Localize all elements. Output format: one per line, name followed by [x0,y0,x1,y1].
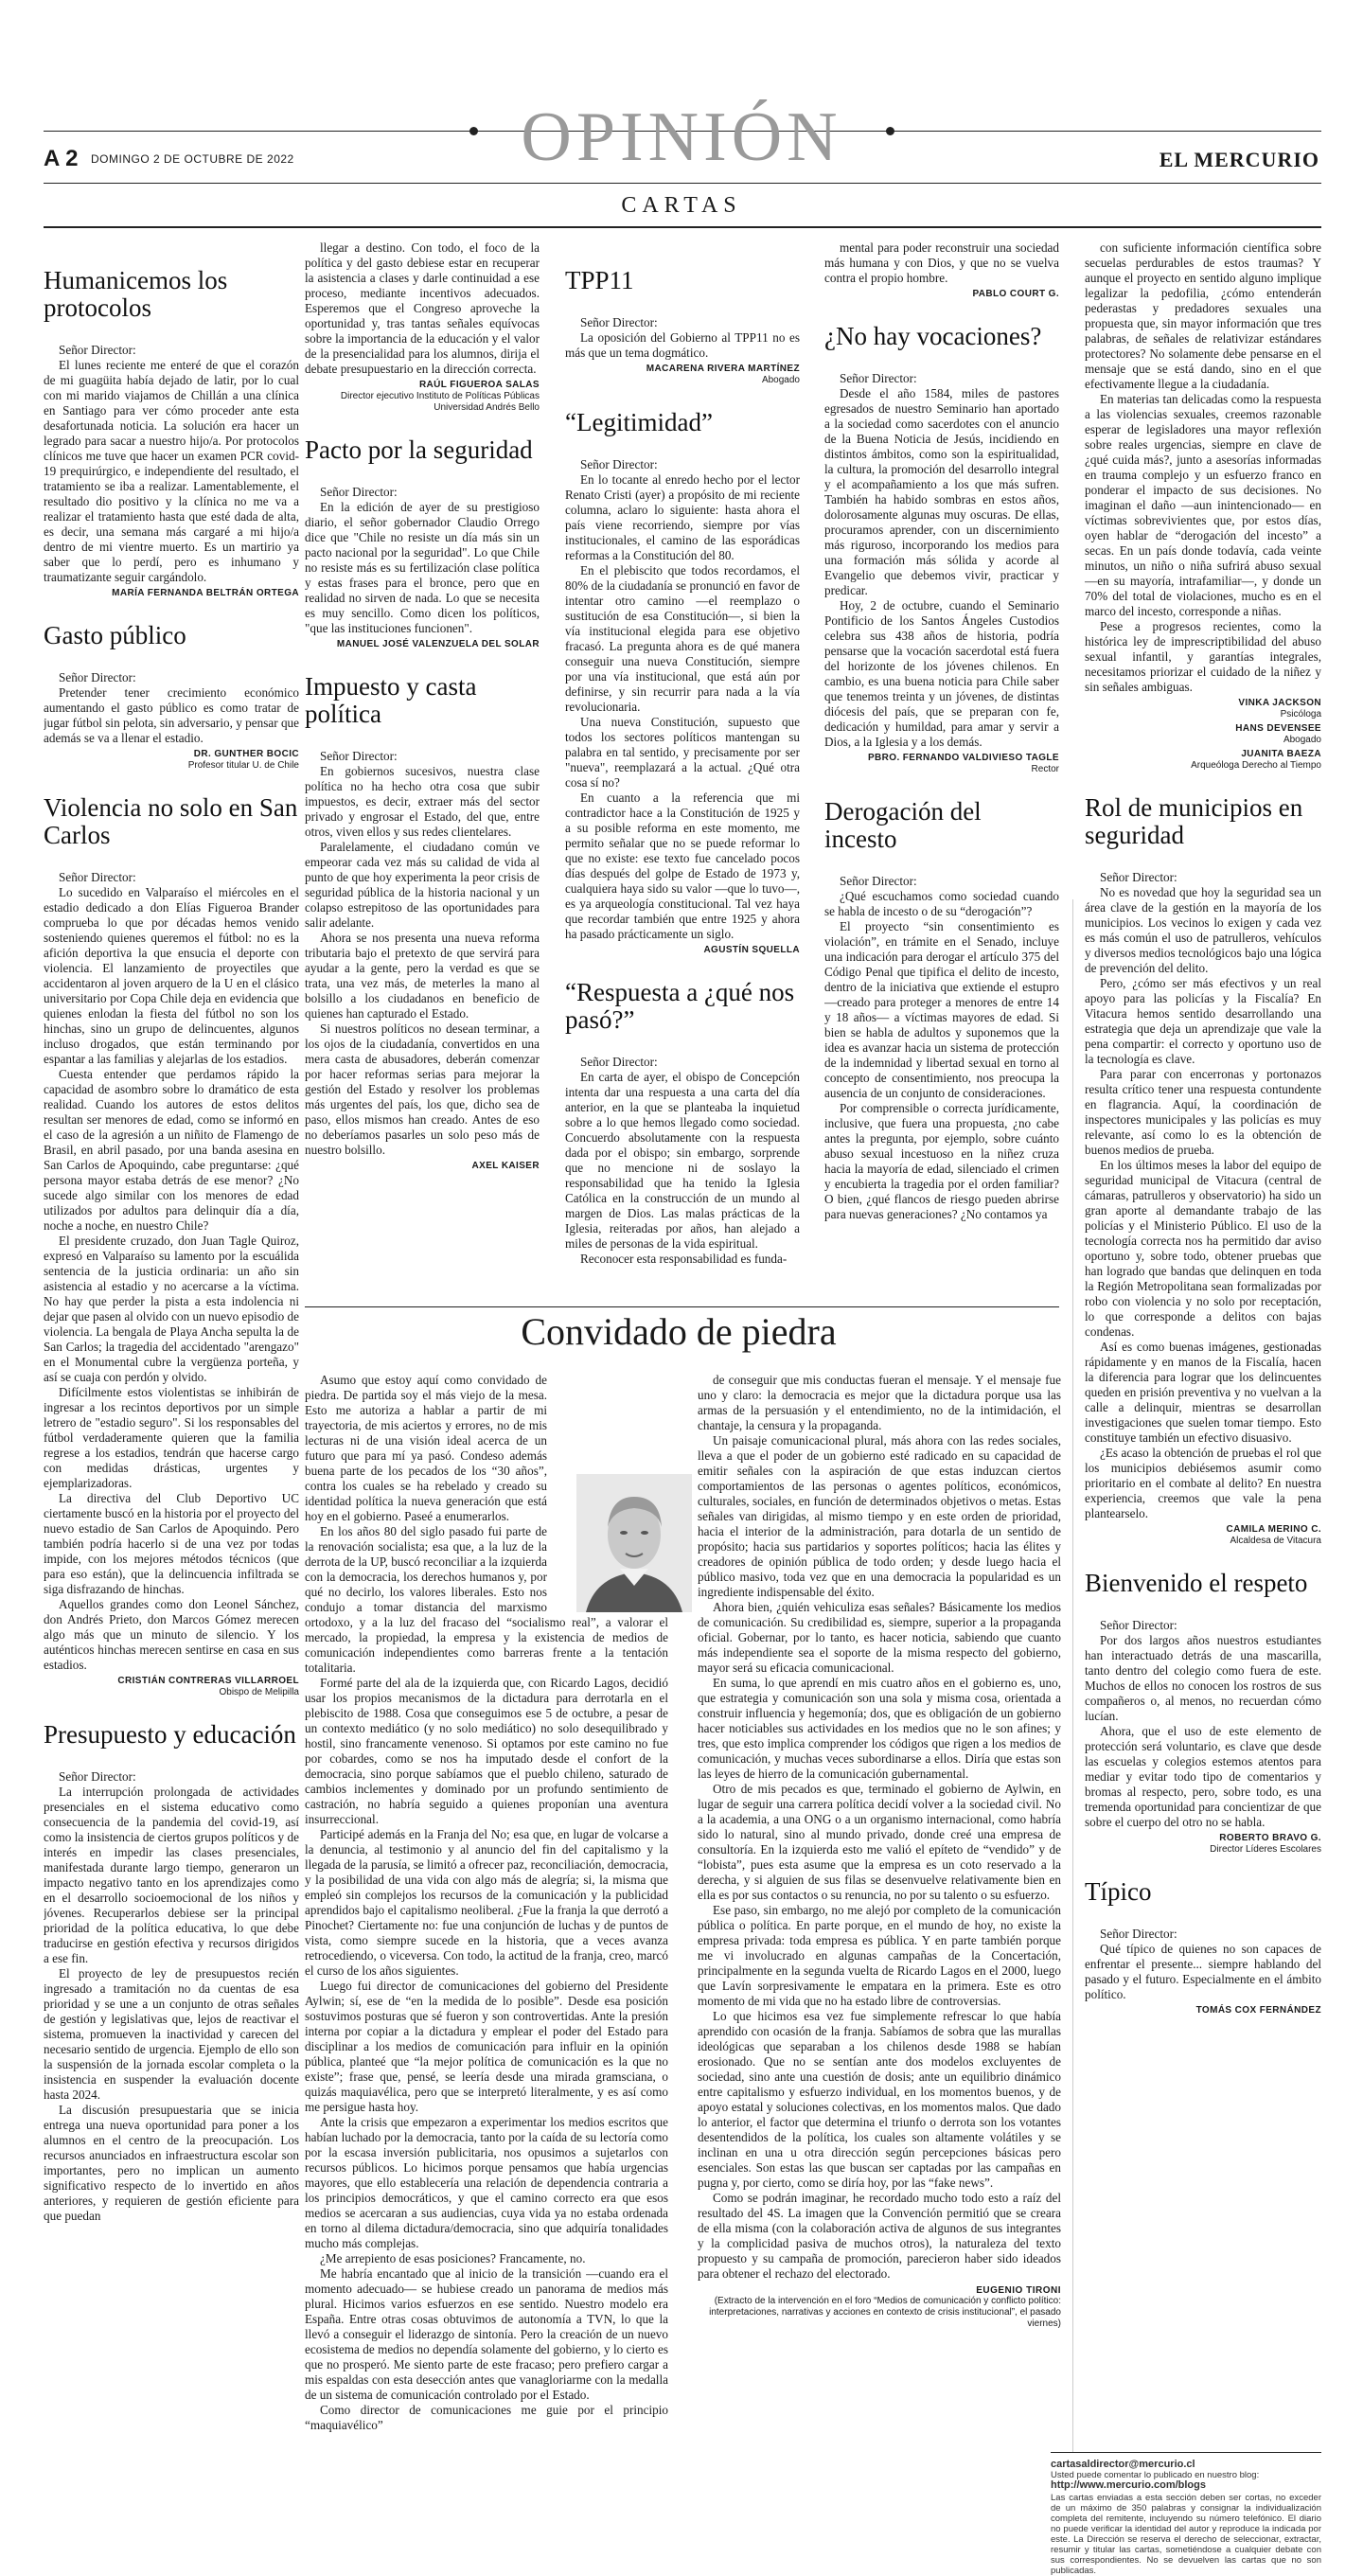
letter [565,267,800,386]
article-paragraph: Como director de comunicaciones me guie por el principio “maquiavélico” [305,2403,668,2432]
letter-paragraph: Lo sucedido en Valparaíso el miércoles en el estadio dedicado a don Elías Figueroa Brander comprueba lo que por décadas hemos venido sosteniendo quienes queremos el fútbol: no es la afición deportiva la que ensucia el deporte con violencia. El lanzamiento de proyectiles que accidentaron al joven arquero de la U en el clásico universitario por Copa Chile deja en evidencia que quienes enlodan la fiesta del fútbol no son los hinchas, sino un grupo de delincuentes, algunos incluso drogados, que están terminando por espantar a las familias y alejarlas de los estadios. [44,885,299,1066]
letter-paragraph: No es novedad que hoy la seguridad sea un área clave de la gestión en la mayoría de los municipios. Los vecinos lo exigen y cada vez es más común el uso de patrulleros, vehículos y diversos medios tecnológicos bajo una lógica de prevención del delito. [1085,885,1321,975]
letter-signature: RAÚL FIGUEROA SALAS [418,380,540,390]
letter-salutation: Señor Director: [320,749,398,763]
article-title: Convidado de piedra [521,1310,837,1353]
letter-paragraph: Para parar con encerronas y portonazos resulta crítico tener una respuesta contundente en flagrancia. Aquí, la coordinación de inspectores municipales y las policías es muy relevante, así como lo es la obtención de buenos medios de prueba. [1085,1067,1321,1157]
letter [1085,240,1321,772]
letter-signature: JUANITA BAEZA [1241,749,1321,759]
contact-email[interactable]: cartasaldirector@mercurio.cl [1051,2459,1195,2470]
article-source: (Extracto de la intervención en el foro “Medios de comunicación y conflicto político: interpretaciones, narrativas y acciones en contexto de crisis institucional”, el pasado viernes) [709,2296,1061,2329]
letter-title: Pacto por la seguridad [305,435,533,464]
letter [824,798,1059,1222]
article-paragraph: Participé además en la Franja del No; esa que, en lugar de volcarse a la denuncia, al testimonio y al anuncio del fin del capitalismo y la llegada de la parusía, se limitó a ofrecer paz, reconciliación, democracia, y la posibilidad de una vida con algo más de alegría; si, la misma que empleó sin complejos los recursos de la comunicación y la publicidad aprendidos bajo el capitalismo neoliberal. ¿Fue la franja la que derrotó a Pinochet? Ciertamente no: fue una conjunción de luchas y de puntos de vista, como siempre sucede en la historia, que a veces avanza retrocediendo, o viceversa. Con todo, la actitud de la franja, creo, marcó el curso de los años siguientes. [305,1827,668,1978]
letter-paragraph: En gobiernos sucesivos, nuestra clase política no ha hecho otra cosa que subir impuestos, es decir, extraer más del sector privado y engrosar el Estado, del que, entre otros, viven ellos y sus redes clientelares. [305,764,540,839]
letter-title: Bienvenido el respeto [1085,1569,1308,1597]
letter [1085,1570,1321,1856]
letter-role: Director Líderes Escolares [1210,1844,1321,1855]
letter-paragraph: La oposición del Gobierno al TPP11 no es más que un tema dogmático. [565,330,800,360]
letter-paragraph: Desde el año 1584, miles de pastores egresados de nuestro Seminario han aportado a la sociedad como sacerdotes con el anuncio de la Buena Noticia de Jesús, incidiendo en distintos ámbitos, como son la espiritualidad, la cultura, la promoción del desarrollo integral y el acompañamiento a los que más sufren. También ha habido sombras en estos años, dolorosamente algunas muy oscuras. De ellas, procuramos aprender, con un discernimiento más riguroso, incorporando los medios para una formación más sólida y acorde al Evangelio que debemos vivir, practicar y predicar. [824,386,1059,597]
letter-signature: TOMÁS COX FERNÁNDEZ [1195,2005,1321,2016]
article-rule [305,1306,1059,1307]
letter-paragraph: En el plebiscito que todos recordamos, el 80% de la ciudadanía se pronunció en favor de intentar otro camino —el reemplazo o sustitución de esa Constitución—, si bien la vía institucional elegida para ese objetivo fracasó. La pregunta ahora es de qué manera conseguir una nueva Constitución, siempre por una vía institucional, que está aún por definirse, y sin recurrir para nada a la vía revolucionaria. [565,563,800,714]
letter-paragraph: Pese a progresos recientes, como la histórica ley de imprescriptibilidad del abuso sexual infantil, y garantías integrales, necesitamos priorizar el cuidado de la niñez y sin señales ambiguas. [1085,619,1321,694]
letter-salutation: Señor Director: [320,485,398,499]
letter-paragraph: Aquellos grandes como don Leonel Sánchez, don Andrés Prieto, don Marcos Gómez merecen algo más que un minuto de silencio. Y los auténticos hinchas merecen sentirse en casa en sus estadios. [44,1597,299,1672]
article-paragraph: Como se podrán imaginar, he recordado mucho todo esto a raíz del resultado del 4S. La imagen que la Convención permitió que se creara de ella misma (con la colaboración activa de algunos de sus integrantes y la complicidad pasiva de muchos otros), la naturaleza del texto propuesto y su campaña de promoción, parecieron haber sido ideados para obtener el rechazo del electorado. [698,2191,1061,2281]
letter-paragraph: Así es como buenas imágenes, gestionadas rápidamente y en manos de la Fiscalía, hacen la diferencia para lograr que los delincuentes queden en prisión preventiva y no vuelvan a la calle a delinquir, mientras se desarrollan investigaciones que suelen tomar tiempo. Esto constituye también un efectivo disuasivo. [1085,1340,1321,1445]
letter-paragraph: El proyecto de ley de presupuestos recién ingresado a tramitación no da cuentas de esa prioridad y se une a un conjunto de otras señales de gestión y legislativas que, lejos de reactivar el sistema, promueven la inactividad y carecen del necesario sentido de urgencia. Ejemplo de ello son la suspensión de la jornada escolar completa o la insistencia en suspender la evaluación docente hasta 2024. [44,1966,299,2102]
dateline: DOMINGO 2 DE OCTUBRE DE 2022 [91,152,294,166]
column-3 [565,267,800,1299]
letter-paragraph: En cuanto a la referencia que mi contradictor hace a la Constitución de 1925 y a su posible reforma en este momento, me permito señalar que no se puede reformar lo que no existe: ese texto fue cancelado pocos días después del golpe de Estado de 1973 y, cualquiera haya sido su valor —que lo tuvo—, es ya arqueología constitucional. Tal vez haya que recordar también que entre 1925 y ahora ha pasado prácticamente un siglo. [565,791,800,941]
letter-title: Presupuesto y educación [44,1720,296,1749]
column-2 [305,240,540,1301]
letter-paragraph: En la edición de ayer de su prestigioso diario, el señor gobernador Claudio Orrego dice que "Chile no resiste un día más sin un pacto nacional por la seguridad". Lo que Chile no resiste más es su fertilización clase política y estas frases para el bronce, pero que en realidad no sirven de nada. Lo que se necesita es muy sencillo. Como dicen los políticos, "que las instituciones funcionen". [305,500,540,635]
article-paragraph: Ahora bien, ¿quién vehiculiza esas señales? Básicamente los medios de comunicación. Su credibilidad es, siempre, superior a la propaganda oficial. Gobernar, por lo tanto, es hacer noticia, sabiendo que cuanto más independiente sea el soporte de la misma respecto del gobierno, mayor será su eficacia comunicacional. [698,1600,1061,1675]
letter-paragraph: ¿Es acaso la obtención de pruebas el rol que los municipios debiésemos asumir como prioritario en el combate al delito? En nuestra experiencia, creemos que vale la pena plantearselo. [1085,1446,1321,1520]
letter [305,673,540,1172]
letter-title: Rol de municipios en seguridad [1085,793,1303,849]
letter-paragraph: Pretender tener crecimiento económico aumentando el gasto público es como tratar de jugar fútbol sin pelota, sin adversario, y pensar que además se va a llenar el estadio. [44,685,299,745]
letter-role: Alcaldesa de Vitacura [1230,1536,1321,1546]
contact-rules: Las cartas enviadas a esta sección deben ser cortas, no exceder de un máximo de 350 palabras y consignar la individualización completa del remitente, incluyendo su número telefónico. El diario no puede verificar la identidad del autor y reproduce la indicada por este. La Dirección se reserva el derecho de seleccionar, extractar, resumir y titular las cartas, sometiéndose a cualquier debate con sus correspondientes. No se devuelven las cartas que no son publicadas. [1051,2493,1321,2576]
letter-paragraph: con suficiente información científica sobre secuelas perdurables de estos traumas? Y aunque el proyecto en sentido alguno implique legalizar la pedofilia, ¿cómo entenderán pederastas y predadores sexuales una propuesta que, sin mayor información que tres palabras, de señales de relativizar estándares protectores? No solamente debe pensarse en el mensaje que se está dando, sino en el que efectivamente llegue a la ciudadanía. [1085,240,1321,391]
letter-paragraph: mental para poder reconstruir una sociedad más humana y con Dios, y que no se vuelva contra el propio hombre. [824,240,1059,285]
letter-signature: CAMILA MERINO C. [1226,1524,1321,1535]
letter-title: Humanicemos los protocolos [44,267,228,322]
column-4 [824,240,1059,1301]
letter-signature: VINKA JACKSON [1238,698,1321,708]
article-author: EUGENIO TIRONI [976,2285,1061,2296]
article-paragraph: Un paisaje comunicacional plural, más ahora con las redes sociales, lleva a que el poder de un gobierno esté radicado en su capacidad de emitir señales con la aspiración de que estas induzcan ciertos comportamientos de las personas o agentes políticos, económicos, culturales, sociales, en función de determinados objetivos o metas. Estas señales van dirigidas, al mismo tiempo y en este orden de prioridad, hacia el interior de la administración, para dotarla de un sentido de propósito; hacia sus partidarios y soportes políticos; hacia las élites y creadores de opinión pública de todo orden; y desde luego hacia el público masivo, toda vez que en una democracia la popularidad es un ingrediente indispensable del éxito. [698,1433,1061,1599]
letter [305,240,540,414]
letter [305,436,540,650]
letter-signature: ROBERTO BRAVO G. [1219,1833,1321,1843]
letter-signature: DR. GUNTHER BOCIC [193,749,299,759]
letter-paragraph: Por comprensible o correcta jurídicamente, inclusive, que fuera una propuesta, ¿no cabe antes la pregunta, por ejemplo, sobre cuánto abuso sexual incestuoso en la niñez cruza hacia la mayoría de edad, silenciado el crimen y encubierta la tragedia por el orden familiar? O bien, ¿qué flancos de riesgo pueden abrirse para nuevas generaciones? ¿No contamos ya [824,1101,1059,1221]
letter [1085,794,1321,1547]
letter-title: “Respuesta a ¿qué nos pasó?” [565,978,795,1034]
letter-paragraph: Paralelamente, el ciudadano común ve empeorar cada vez más su calidad de vida al punto de que hoy experimenta la peor crisis de seguridad pública de la historia nacional y un colapso estrepitoso de las oportunidades para salir adelante. [305,840,540,930]
article-paragraph: Luego fui director de comunicaciones del gobierno del Presidente Aylwin; sí, ese de “en la medida de lo posible”. Desde esa posición sostuvimos posturas que sé fueron y son controvertidas. Ante la presión interna por copiar a la dictadura y emplear el poder del Estado para disciplinar a los medios de comunicación para influir en la opinión pública, planteé que “la mejor política de comunicación es la que no existe”; frase que, pensé, se leería desde una mirada gramsciana, o quizás maquiavélica, pero que se interpretó literalmente, y es así como me persigue hasta hoy. [305,1979,668,2114]
section-title: OPINIÓN [521,98,842,176]
letter-paragraph: Cuesta entender que perdamos rápido la capacidad de asombro sobre lo dramático de esta realidad. Cuando los autores de estos delitos resultan ser menores de edad, como se informó en el caso de la agresión a un niñito de Flamengo de Brasil, en abril pasado, por una banda asesina en San Carlos de Apoquindo, cabe preguntarse: ¿qué persona mayor estaba detrás de ese menor? ¿No sucede algo similar con los menores de edad utilizados por adultos para delinquir día a día, noche a noche, en nuestro Chile? [44,1067,299,1233]
contact-box [1051,2460,1321,2576]
letter-salutation: Señor Director: [1100,1927,1177,1941]
letter [824,323,1059,775]
contact-blog-url[interactable]: http://www.mercurio.com/blogs [1051,2479,1206,2491]
letter [565,979,800,1267]
letter-paragraph: La discusión presupuestaria que se inicia entrega una nueva oportunidad para poner a los alumnos en el centro de la preocupación. Los recursos anunciados en infraestructura escolar son importantes, pero no implican un aumento significativo respecto de lo invertido en años anteriores, y requieren de gestión eficiente para que puedan [44,2103,299,2223]
article-paragraph: En los años 80 del siglo pasado fui parte de la renovación socialista; esa que, a la luz de la derrota de la UP, buscó reconciliar a la izquierda con la democracia, los derechos humanos y, por qué no decirlo, los valores liberales. Esto nos condujo a tomar distancia del marxismo ortodoxo, y a la luz del fracaso del “socialismo real”, a valorar el mercado, la propiedad, la empresa y la existencia de medios de comunicación independientes como barreras frente a la tentación totalitaria. [305,1524,668,1675]
letter-paragraph: Por dos largos años nuestros estudiantes han interactuado detrás de una mascarilla, tanto dentro del colegio como fuera de este. Muchos de ellos no conocen los rostros de sus compañeros o, al menos, no recuerdan cómo lucían. [1085,1633,1321,1723]
letter-title: Gasto público [44,621,186,649]
column-5 [1085,240,1321,2446]
letter-role: Obispo de Melipilla [219,1687,299,1697]
letter-salutation: Señor Director: [580,457,658,471]
column-separator [1072,899,1073,2452]
letter-paragraph: La interrupción prolongada de actividades presenciales en el sistema educativo como consecuencia de la pandemia del covid-19, así como la insistencia de ciertos grupos políticos y de interés en impedir las clases presenciales, manifestada durante largo tiempo, generaron un impacto negativo tanto en los aprendizajes como en el desarrollo socioemocional de los niños y jóvenes. Recuperarlos debiese ser la principal prioridad de la política educativa, lo que debe traducirse en gestión efectiva y recursos dirigidos a ese fin. [44,1785,299,1965]
article-paragraph: En suma, lo que aprendí en mis cuatro años en el gobierno es, uno, que estrategia y comunicación son una sola y misma cosa, orientada a construir influencia y hegemonía; dos, que es obligación de un gobierno hacer noticiables sus actividades en los medios que no le son afines; y tres, que esto implica comprender los códigos que rigen a los medios de comunicación, y muchas veces subordinarse a ellos. Diría que estas son las leyes de hierro de la comunicación gubernamental. [698,1676,1061,1781]
letter-paragraph: En materias tan delicadas como la respuesta a las violencias sexuales, creemos razonable esperar de legisladores una mayor reflexión sobre reales urgencias, siempre en clave de ¿qué cuida más?, junto a asesorías informadas en trauma complejo y un esfuerzo franco en ponderar el impacto de sus decisiones. No imaginan el daño —aun inintencionado— en víctimas sobrevivientes que, por estos días, oyen hablar de “derogación del incesto” a secas. En un país donde todavía, cada veinte minutos, un niño o niña sufrirá abuso sexual —en su mayoría, intrafamiliar—, y donde un 70% del total de violaciones, mucho es en el marco del incesto, corresponde a niñas. [1085,392,1321,618]
letter-role: Abogado [1283,735,1321,745]
letter-paragraph: Difícilmente estos violentistas se inhibirán de ingresar a los recintos deportivos por un simple letrero de "estadio seguro". Si los responsables del fútbol verdaderamente quieren que la familia regrese a los estadios, tendrán que hacerse cargo con medidas drásticas, urgentes y ejemplarizadoras. [44,1385,299,1490]
letter-title: Violencia no solo en San Carlos [44,793,298,849]
article-paragraph: Asumo que estoy aquí como convidado de piedra. De partida soy el más viejo de la mesa. Esto me autoriza a hablar a partir de mi trayectoria, de mis aciertos y errores, no de mis lecturas ni de una visión ideal acerca de un futuro que para mí ya pasó. Condeso además buena parte de los pecados de los “30 años”, contra los cuales se ha rebelado y creado su identidad política la nueva generación que está hoy en el gobierno. Paseé a enumerarlos. [305,1373,547,1523]
letter-paragraph: Hoy, 2 de octubre, cuando el Seminario Pontificio de los Santos Ángeles Custodios celebra sus 438 años de historia, podría pensarse que la vocación sacerdotal está fuera del horizonte de los jóvenes chilenos. En cambio, es una buena noticia para Chile saber que tenemos treinta y un jóvenes, de distintas diócesis del país, que se preparan con fe, dedicación y humildad, para amar y servir a Dios, a la Iglesia y a los demás. [824,598,1059,749]
letter-paragraph: Reconocer esta responsabilidad es funda- [580,1252,788,1266]
letter-salutation: Señor Director: [840,874,917,888]
letter-signature: CRISTIÁN CONTRERAS VILLARROEL [117,1676,299,1686]
newspaper-name: EL MERCURIO [1159,148,1319,171]
letter-role: Rector [1031,764,1059,774]
letter-signature: MARÍA FERNANDA BELTRÁN ORTEGA [112,588,299,598]
letter-signature: MANUEL JOSÉ VALENZUELA DEL SOLAR [336,639,540,649]
letter-signature: AGUSTÍN SQUELLA [703,945,800,955]
article-paragraph: Formé parte del ala de la izquierda que, con Ricardo Lagos, decidió usar los propios mecanismos de la dictadura para derrotarla en el plebiscito de 1988. Cosa que conseguimos ese 5 de octubre, a pesar de un contexto mediático (y no solo mediático) no solo desequilibrado y hostil, sino francamente venenoso. Si optamos por este camino no fue por cobardes, como se nos ha imputado desde el confort de la democracia, sino porque sabíamos que el pueblo chileno, saturado de cambios inclementes y dominado por un profundo sentimiento de castración, no habría seguido a quienes proponían una aventura insurreccional. [305,1676,668,1826]
letter-paragraph: Pero, ¿cómo ser más efectivos y un real apoyo para las policías y la Fiscalía? En Vitacura hemos sentido desarrollando una estrategia que deja un aprendizaje que vale la pena compartir: el correcto y oportuno uso de la tecnología es clave. [1085,976,1321,1066]
letter-salutation: Señor Director: [59,1769,136,1784]
letter-salutation: Señor Director: [1100,870,1177,884]
letter-title: “Legitimidad” [565,408,713,436]
letter [565,409,800,956]
letter-title: Impuesto y casta política [305,672,477,728]
article-paragraph: Otro de mis pecados es que, terminado el gobierno de Aylwin, en lugar de seguir una carrera política decidí volver a la sociedad civil. No a la academia, a una ONG o a un organismo internacional, como habría sido lo natural, sino al mundo privado, donde creé una empresa de consultoría. En la izquierda esto me valió el epíteto de “vendido” y de “lobista”, pues esta asume que la empresa es un coto reservado a la derecha, y si alguien de sus filas se desenvuelve relativamente bien en ella es por sus contactos o su renuncia, no por su talento o su esfuerzo. [698,1782,1061,1902]
article-paragraph: Ante la crisis que empezaron a experimentar los medios escritos que habían luchado por la democracia, tanto por la caída de su lectoría como por la escasa inversión publicitaria, nos opusimos a sujetarlos con recursos públicos. Lo hicimos porque pensamos que había urgencias mayores, que ello establecería una relación de dependencia contraria a los principios democráticos, y que el camino correcto era que esos medios se acercaran a sus audiencias, cuya vida ya no estaba ordenada en torno al dilema dictadura/democracia, sino que adquiría tonalidades mucho más complejas. [305,2115,668,2250]
letter-role: Arqueóloga Derecho al Tiempo [1191,760,1321,771]
letter-salutation: Señor Director: [580,315,658,329]
author-photo [576,1474,692,1612]
letter-salutation: Señor Director: [840,371,917,385]
letter-paragraph: ¿Qué escuchamos como sociedad cuando se habla de incesto o de su “derogación”? [824,889,1059,918]
column-1 [44,267,299,2530]
letter-paragraph: Si nuestros políticos no desean terminar, a los ojos de la ciudadanía, convertidos en una mera casta de abusadores, deberán comenzar por hacer reformas serias para mejorar la gestión del Estado y resolver los problemas más urgentes del país, los que, dicho sea de paso, ellos mismos han creado. Antes de eso no deberíamos pasarles un solo peso más de nuestro bolsillo. [305,1022,540,1157]
letter-title: TPP11 [565,267,634,294]
letter [44,267,299,599]
letter-salutation: Señor Director: [580,1055,658,1069]
letter [824,240,1059,300]
page-number: A 2 [44,146,79,171]
letter-signature: PBRO. FERNANDO VALDIVIESO TAGLE [867,753,1059,763]
article-paragraph: ¿Me arrepiento de esas posiciones? Francamente, no. [320,2251,586,2265]
letter-role: Abogado [761,375,800,385]
letter-paragraph: El proyecto “sin consentimiento es violación”, en trámite en el Senado, incluye una indicación para derogar el artículo 375 del Código Penal que tipifica el delito de incesto, dentro de la iniciativa que extiende el estupro —creado para proteger a menores de entre 14 y 18 años— a víctimas mayores de edad. Si bien se habla de adultos y suponemos que la idea es avanzar hacia un sistema de protección de la indemnidad y libertad sexual en torno al concepto de consentimiento, nos preocupa la ausencia de un conjunto de consideraciones. [824,919,1059,1100]
article-column-b [698,1373,1061,2547]
letter-paragraph: El lunes reciente me enteré de que el corazón de mi guagüita había dejado de latir, por lo cual con mi marido viajamos de Chillán a una clínica en Santiago para ver cómo proceder ante esta desafortunada noticia. La solución era hacer un legrado para sacar a nuestro hijo/a. Por protocolos clínicos me tuve que hacer un examen PCR covid-19 prequirúrgico, e independiente del resultado, el tratamiento se iba a realizar. Lamentablemente, el resultado dio positivo y la clínica no me va a realizar el tratamiento hasta que esté dada de alta, es decir, una semana más cargaré a mi hijo/a dentro de mi vientre muerto. Es un martirio ya saber que lo perdí, pero es inhumano y traumatizante seguir cargándolo. [44,358,299,584]
letter-signature: MACARENA RIVERA MARTÍNEZ [646,364,800,374]
letter-title: ¿No hay vocaciones? [824,322,1042,350]
letter-paragraph: La directiva del Club Deportivo UC ciertamente buscó en la historia por el proyecto del nuevo estadio de San Carlos de Apoquindo. Pero también podría hacerlo si de una vez por todas impide, con los mejores métodos técnicos (que para eso están), que la delincuencia infiltrada se siga disfrazando de hinchas. [44,1491,299,1596]
letter-salutation: Señor Director: [59,870,136,884]
article-paragraph: de conseguir que mis conductas fueran el mensaje. Y el mensaje fue uno y claro: la democracia es mejor que la dictadura porque usa las armas de la persuasión y el entendimiento, no de la intimidación, el chantaje, la censura y la propaganda. [698,1373,1061,1432]
letter-paragraph: Ahora se nos presenta una nueva reforma tributaria bajo el pretexto de que servirá para ayudar a la gente, pero la verdad es que se trata, una vez más, de meterles la mano al bolsillo a los ciudadanos en beneficio de quienes han capturado el Estado. [305,931,540,1021]
letter [44,622,299,772]
letter [1085,1878,1321,2016]
letter-paragraph: Ahora, que el uso de este elemento de protección será voluntario, es clave que desde las escuelas y colegios estemos atentos para mediar y evitar todo tipo de comentarios y bromas al respecto, pero, sobre todo, es una tremenda oportunidad para concientizar de que sobre el cuerpo del otro no se habla. [1085,1724,1321,1829]
subsection-rule [44,226,1321,228]
letter-role: Profesor titular U. de Chile [187,760,299,771]
letter-title: Típico [1085,1877,1152,1906]
letter-role: Psicóloga [1280,709,1321,720]
letter-signature: HANS DEVENSEE [1235,723,1321,734]
letter-signature: AXEL KAISER [471,1161,540,1171]
letter-role: Director ejecutivo Instituto de Políticas Públicas Universidad Andrés Bello [340,391,540,413]
letter-paragraph: Qué típico de quienes no son capaces de enfrentar el presente... siempre hablando del pasado y el futuro. Especialmente en el ámbito político. [1085,1942,1321,2001]
contact-rule [1051,2452,1321,2453]
letter [44,1721,299,2224]
article-paragraph: Ese paso, sin embargo, no me alejó por completo de la comunicación pública o política. En parte porque, en el mundo de hoy, no existe la empresa privada: toda empresa es pública. Y en parte también porque me vi involucrado en algunas campañas de la Concertación, principalmente en la segunda vuelta de Ricardo Lagos en el 2000, luego que Lavín sorpresivamente le empatara en la primera. Este es otro momento de mi vida que no ha estado libre de controversias. [698,1903,1061,2008]
letter-salutation: Señor Director: [59,343,136,357]
letter-signature: PABLO COURT G. [972,289,1059,299]
letter [44,794,299,1698]
letter-paragraph: En carta de ayer, el obispo de Concepción intenta dar una respuesta a una carta del día anterior, en la que se planteaba la inquietud sobre a lo que hemos llegado como sociedad. Concuerdo absolutamente con la respuesta dada por el obispo; sin embargo, sorprende que no mencione ni de soslayo la responsabilidad que ha tenido la Iglesia Católica en la construcción de un mundo al margen de Dios. Las malas prácticas de la Iglesia, reiteradas por años, han alejado a miles de personas de la vida espiritual. [565,1070,800,1251]
article-paragraph: Lo que hicimos esa vez fue simplemente refrescar lo que había aprendido con ocasión de la franja. Sabíamos de sobra que las murallas ideológicas que separaban a los chilenos desde 1988 se habían erosionado. Que no se sentían ante dos modelos excluyentes de sociedad, sino ante una cuestión de dosis; ante un equilibrio dinámico entre capitalismo y esfuerzo individual, en los momentos buenos, y de apoyo estatal y soluciones colectivas, en los momentos malos. Que dado lo anterior, el factor que determina el triunfo o derrota son los votantes desentendidos de la política, los cuales son altamente volátiles y se inclinan en una u otra dirección según percepciones básicas pero esenciales. Son estas las que buscan ser captadas por las campañas en pugna y, por cierto, como se diría hoy, por las “fake news”. [698,2009,1061,2190]
contact-blog-line: Usted puede comentar lo publicado en nuestro blog: [1051,2470,1260,2480]
letter-paragraph: El presidente cruzado, don Juan Tagle Quiroz, expresó en Valparaíso su lamento por la escuálida sentencia de la justicia ordinaria: un año sin asistencia al estadio y no acercarse a la víctima. No hay que perder la pista a esta indolencia ni dejar que pasen al olvido con un nuevo episodio de violencia. La bengala de Playa Ancha sepulta la de San Carlos; la tragedia del accidentado "arengazo" en el Monumental cubre la vergüenza porteña, y así se cuaja con perdón y olvido. [44,1234,299,1384]
article-paragraph: Me habría encantado que al inicio de la transición —cuando era el momento adecuado— se hubiese creado un panorama de medios más plural. Hicimos varios esfuerzos en ese sentido. Nuestro modelo era España. Entre otras cosas obtuvimos de autonomía a TVN, lo que la llevó a conseguir el liderazgo de sintonía. Pero la creación de un nuevo ecosistema de medios no dependía solamente del gobierno, y lo cierto es que no prosperó. Me siento parte de este fracaso; pero prefiero cargar a mis espaldas con esta desección antes que vanagloriarme con la medalla de un sistema de comunicación controlado por el Estado. [305,2266,668,2402]
letter-salutation: Señor Director: [59,670,136,684]
subsection-title: CARTAS [621,193,742,218]
masthead-rule [44,183,1321,184]
letter-paragraph: Una nueva Constitución, supuesto que todos los sectores políticos mantengan su palabra en tal sentido, y precisamente por ser "nueva", reemplazará a la actual. ¿Qué otra cosa sí no? [565,715,800,790]
letter-salutation: Señor Director: [1100,1618,1177,1632]
author-portrait-illustration [576,1474,692,1612]
letter-paragraph: llegar a destino. Con todo, el foco de la política y del gasto debiese estar en recuperar la asistencia a clases y darle continuidad a ese proceso, mediante incentivos adecuados. Esperemos que el Congreso aproveche la oportunidad y, tras tantas señales equívocas sobre la importancia de la educación y el valor de la presencialidad para los alumnos, dirija el debate presupuestario en la dirección correcta. [305,240,540,376]
letter-title: Derogación del incesto [824,797,982,853]
letter-paragraph: En lo tocante al enredo hecho por el lector Renato Cristi (ayer) a propósito de mi reciente columna, aclaro lo siguiente: hasta ahora el país viene recorriendo, siempre por vías institucionales, el camino de las esporádicas reformas a la Constitución del 80. [565,472,800,562]
letter-paragraph: En los últimos meses la labor del equipo de seguridad municipal de Vitacura (central de cámaras, patrulleros y observatorio) ha sido un gran aporte al demandante trabajo de las policías y el Ministerio Público. El uso de la tecnología correcta nos ha permitido dar aviso oportuno y, sobre todo, obtener pruebas que han logrado que bandas que delinquen en toda la Región Metropolitana sean formalizadas por robo con violencia y no solo por receptación, lo que corresponde a delitos con bajas condenas. [1085,1158,1321,1339]
